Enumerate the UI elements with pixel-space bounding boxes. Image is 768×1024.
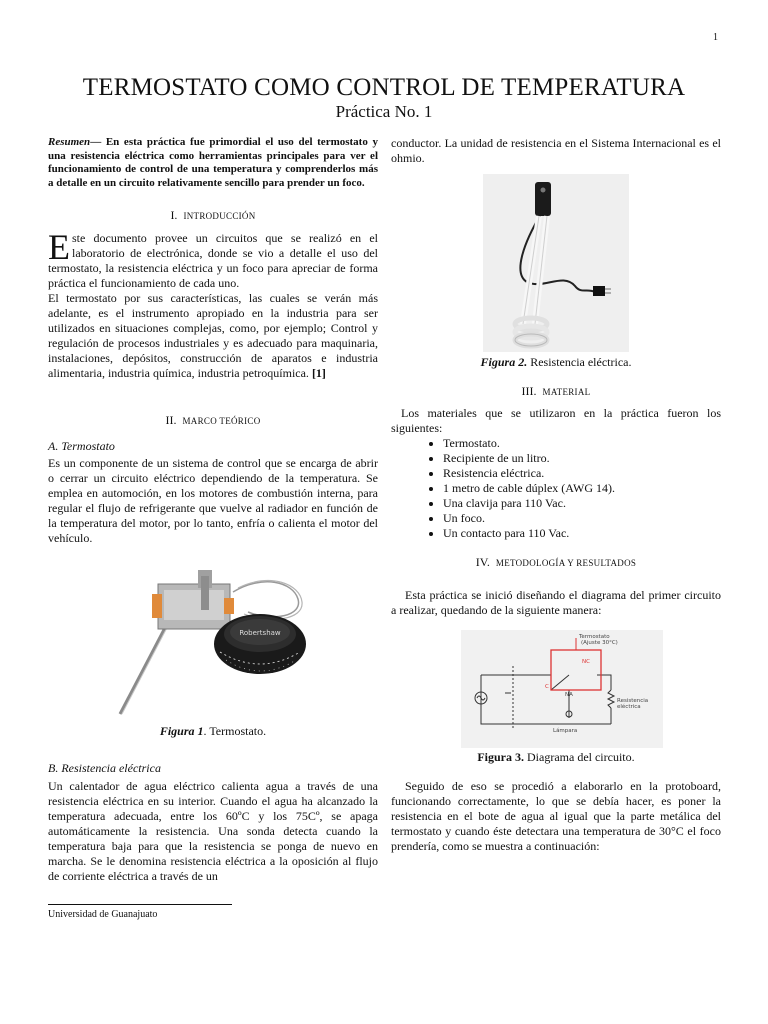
subheading-resistencia: B. Resistencia eléctrica bbox=[48, 761, 161, 775]
material-list-item: Recipiente de un litro. bbox=[443, 451, 721, 466]
resistance-heater-image bbox=[483, 174, 629, 352]
figure-1-caption-text: . Termostato. bbox=[203, 724, 267, 738]
label-c: C bbox=[545, 684, 549, 690]
abstract-dash: — bbox=[90, 136, 102, 148]
material-list bbox=[391, 436, 721, 541]
section-title: INTRODUCCIÓN bbox=[183, 211, 256, 221]
section-number: II. bbox=[165, 413, 177, 427]
figure-1-image bbox=[48, 564, 378, 724]
section-heading-metodologia bbox=[391, 555, 721, 571]
figure-2-label: Figura 2. bbox=[480, 355, 528, 369]
intro-paragraph-2 bbox=[48, 291, 378, 381]
footer-divider bbox=[48, 904, 232, 905]
figure-3-caption-text: Diagrama del circuito. bbox=[524, 750, 635, 764]
termostato-paragraph: Es un componente de un sistema de control que se encarga de abrir o cerrar un circuito eléctrico dependiendo de la temperatura. Se emplea en automoción, en los motores de combustión interna, para regular el flujo de refrigerante que vuelve al radiador en función de la temperatura del motor, por lo tanto, enfría o calienta el motor del vehículo. bbox=[48, 456, 378, 545]
material-intro: Los materiales que se utilizaron en la práctica fueron los siguientes: bbox=[391, 406, 721, 435]
material-list-item: Un contacto para 110 Vac. bbox=[443, 526, 721, 541]
material-list-item: Una clavija para 110 Vac. bbox=[443, 496, 721, 511]
metodologia-paragraph-2: Seguido de eso se procedió a elaborarlo en la protoboard, funcionando correctamente, lo que se debía hacer, es poner la resistencia en el bote de agua al igual que la parte metálica del termostato y cuando éste detectara una temperatura de 30°C el foco prendería, como se muestra a continuación: bbox=[391, 779, 721, 853]
figure-3-label: Figura 3. bbox=[477, 750, 525, 764]
figure-1-caption bbox=[48, 724, 378, 739]
label-nc: NC bbox=[582, 659, 590, 665]
reference-citation: [1] bbox=[311, 366, 326, 380]
figure-2-caption bbox=[391, 355, 721, 370]
intro-text-2: El termostato por sus características, las cuales se verán más adelante, es el instrumento apropiado en la industria para ser utilizados en situaciones complejas, como, por ejemplo; Control y regulación de procesos industriales y es adecuado para maquinaria, instalaciones, depósitos, construcción de aparatos e industria alimentaria, industria química, industria petroquímica. bbox=[48, 291, 378, 380]
material-list-item: 1 metro de cable dúplex (AWG 14). bbox=[443, 481, 721, 496]
label-lampara: Lámpara bbox=[553, 728, 578, 734]
intro-paragraph-1 bbox=[48, 227, 378, 291]
section-heading-marco-teorico bbox=[48, 413, 378, 429]
section-number: IV. bbox=[475, 555, 490, 569]
section-title: METODOLOGÍA Y RESULTADOS bbox=[495, 558, 637, 568]
page-number: 1 bbox=[713, 32, 718, 43]
label-ajuste: (Ajuste 30°C) bbox=[581, 640, 618, 646]
abstract-label: Resumen bbox=[48, 136, 91, 148]
label-resistencia: Resistencia bbox=[617, 698, 649, 704]
figure-1-label: Figura 1 bbox=[159, 724, 204, 738]
figure-2-image bbox=[483, 174, 629, 352]
label-na: NA bbox=[565, 692, 573, 698]
material-list-item: Resistencia eléctrica. bbox=[443, 466, 721, 481]
left-column bbox=[48, 136, 378, 884]
material-list-item: Un foco. bbox=[443, 511, 721, 526]
figure-3-image bbox=[461, 630, 663, 748]
section-title: MATERIAL bbox=[542, 387, 591, 397]
right-continuation-paragraph: conductor. La unidad de resistencia en el Sistema Internacional es el ohmio. bbox=[391, 136, 721, 165]
drop-cap: E bbox=[48, 227, 70, 267]
section-number: III. bbox=[521, 384, 537, 398]
material-list-item: Termostato. bbox=[443, 436, 721, 451]
section-title: MARCO TEÓRICO bbox=[182, 416, 261, 426]
abstract-text: En esta práctica fue primordial el uso del termostato y una resistencia eléctrica como herramientas principales para ver el funcionamiento de control de una temperatura y comprenderlos más a detalle en un circuito relativamente sencillo para prender un foco. bbox=[48, 136, 378, 189]
figure-3-caption bbox=[391, 750, 721, 765]
figure-2-caption-text: Resistencia eléctrica. bbox=[527, 355, 632, 369]
section-number: I. bbox=[170, 208, 178, 222]
section-heading-introduccion bbox=[48, 208, 378, 224]
knob-brand-text: Robertshaw bbox=[239, 629, 281, 637]
intro-text-1: ste documento provee un circuitos que se realizó en el laboratorio de electrónica, donde se vio a detalle el uso del termostato, la resistencia eléctrica y un foco para apreciar de forma práctica el funcionamiento de cada uno. bbox=[48, 231, 378, 290]
resistencia-paragraph: Un calentador de agua eléctrico calienta agua a través de una resistencia eléctrica en su interior. Cuando el agua ha alcanzado la temperatura adecuada, entre los 60ºC y los 75Cº, se apaga automáticamente la resistencia. Una sonda detecta cuando la temperatura baja para que la resistencia se ponga de nuevo en marcha. Se le denomina resistencia eléctrica a la oposición al flujo de corriente eléctrica a través de un bbox=[48, 779, 378, 883]
right-column bbox=[391, 136, 721, 854]
thermostat-image bbox=[48, 564, 378, 724]
label-electrica: eléctrica bbox=[617, 704, 641, 710]
label-termostato: Termostato bbox=[579, 634, 610, 640]
section-heading-material bbox=[391, 384, 721, 400]
subheading-termostato: A. Termostato bbox=[48, 439, 115, 453]
metodologia-paragraph-1: Esta práctica se inició diseñando el diagrama del primer circuito a realizar, quedando de la siguiente manera: bbox=[391, 588, 721, 617]
page-subtitle: Práctica No. 1 bbox=[335, 102, 433, 121]
footer-affiliation: Universidad de Guanajuato bbox=[48, 909, 158, 920]
abstract bbox=[48, 136, 378, 190]
circuit-diagram-image bbox=[461, 630, 663, 748]
page-title: TERMOSTATO COMO CONTROL DE TEMPERATURA bbox=[82, 74, 686, 101]
